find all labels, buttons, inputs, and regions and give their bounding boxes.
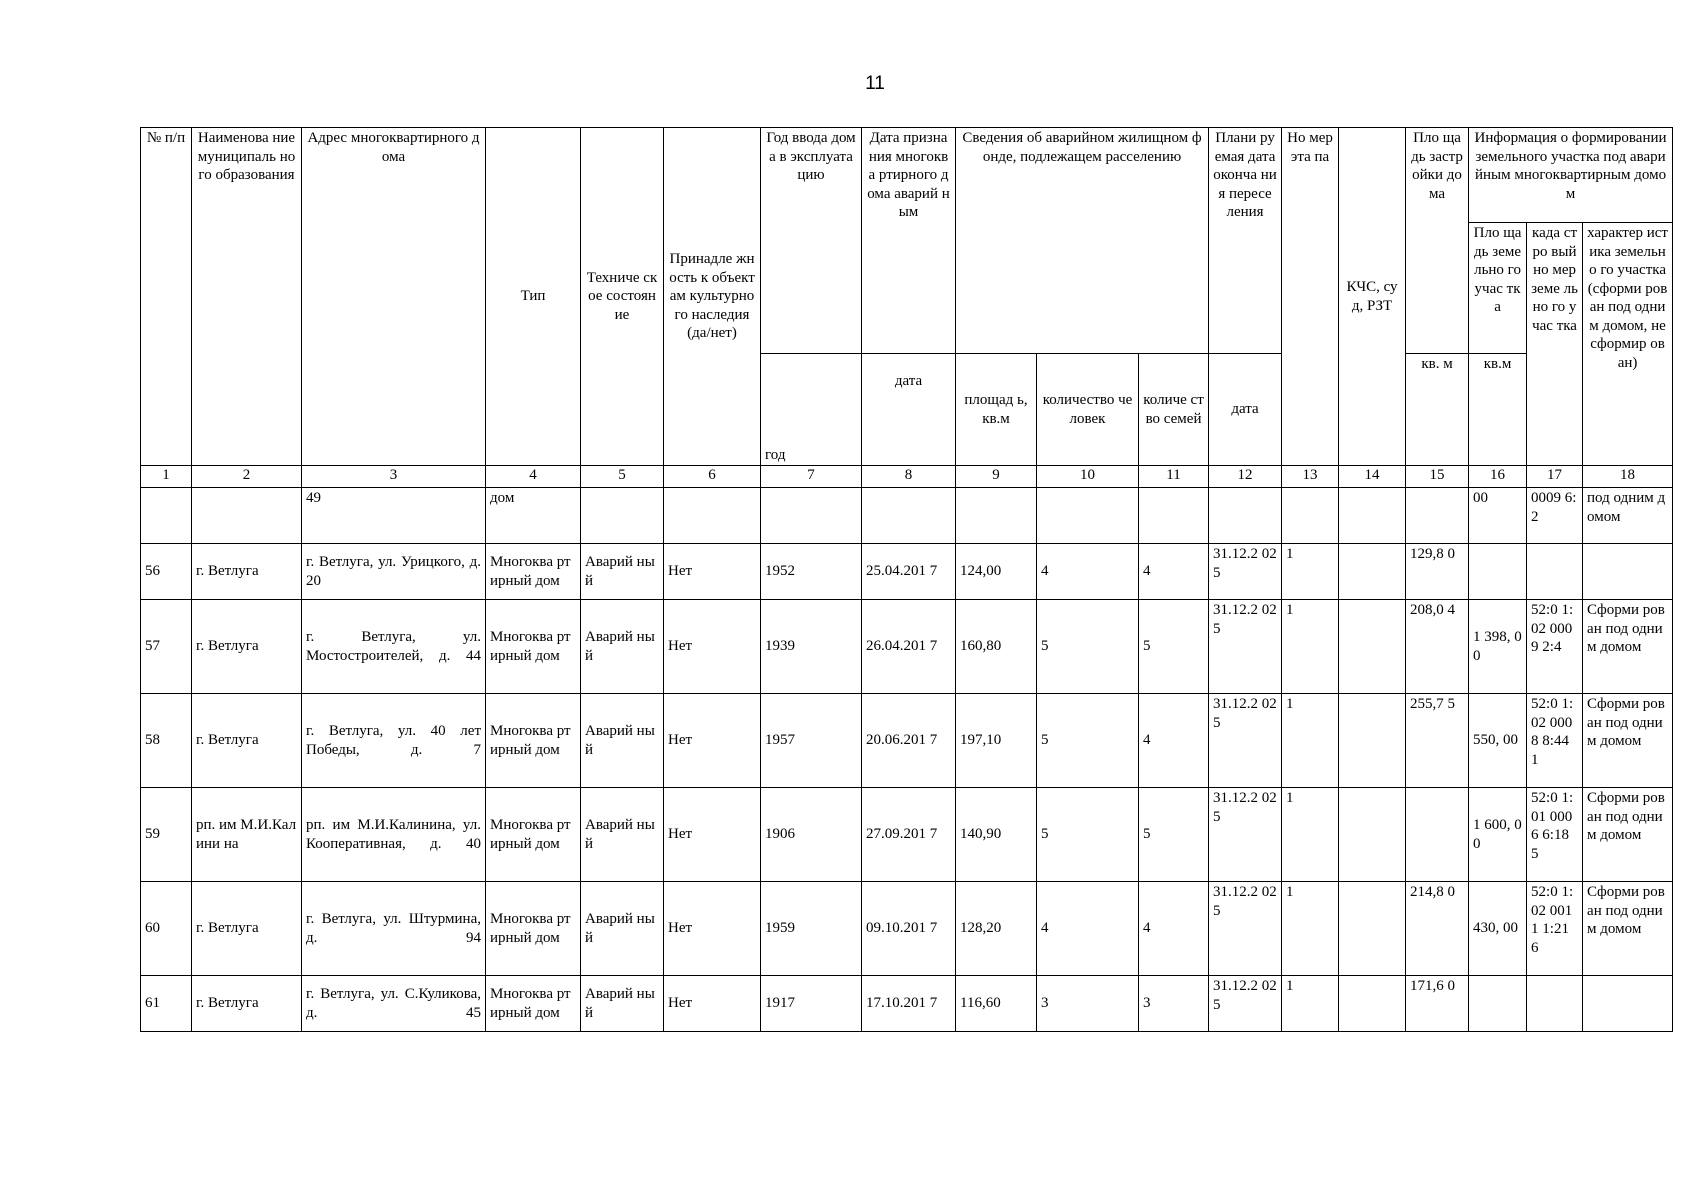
header-col15: Пло щадь застр ойки дома bbox=[1406, 128, 1469, 354]
header-col12-sub: дата bbox=[1209, 354, 1282, 466]
cell-number: 61 bbox=[141, 976, 192, 1032]
cell-planned-date: 31.12.2 025 bbox=[1209, 694, 1282, 788]
cell-type: Многоква ртирный дом bbox=[486, 882, 581, 976]
cell-land-area bbox=[1469, 976, 1527, 1032]
cell-land-area bbox=[1469, 544, 1527, 600]
cell-kchs bbox=[1339, 976, 1406, 1032]
cell-cadastral: 0009 6:2 bbox=[1527, 488, 1583, 544]
column-number: 1 bbox=[141, 466, 192, 488]
cell-year: 1959 bbox=[761, 882, 862, 976]
cell-characteristic: Сформи рован под одним домом bbox=[1583, 788, 1673, 882]
cell-families: 3 bbox=[1139, 976, 1209, 1032]
cell-condition: Аварий ный bbox=[581, 600, 664, 694]
column-number: 11 bbox=[1139, 466, 1209, 488]
cell-cadastral bbox=[1527, 544, 1583, 600]
cell-address: г. Ветлуга, ул. 40 лет Победы, д. 7 bbox=[302, 694, 486, 788]
cell-date-recognized: 17.10.201 7 bbox=[862, 976, 956, 1032]
cell-address: г. Ветлуга, ул. Урицкого, д. 20 bbox=[302, 544, 486, 600]
cell-number: 58 bbox=[141, 694, 192, 788]
cell-address: г. Ветлуга, ул. Штурмина, д. 94 bbox=[302, 882, 486, 976]
cell-persons: 5 bbox=[1037, 694, 1139, 788]
column-number-row bbox=[141, 466, 1673, 488]
cell-characteristic: Сформи рован под одним домом bbox=[1583, 694, 1673, 788]
cell-kchs bbox=[1339, 882, 1406, 976]
cell-families: 4 bbox=[1139, 694, 1209, 788]
header-col14: КЧС, суд, РЗТ bbox=[1339, 128, 1406, 466]
cell-cadastral: 52:0 1:02 0008 8:44 1 bbox=[1527, 694, 1583, 788]
cell-municipality: г. Ветлуга bbox=[192, 544, 302, 600]
cell-cadastral: 52:0 1:02 0009 2:4 bbox=[1527, 600, 1583, 694]
header-col17: када стро вый но мер земе льно го учас тка bbox=[1527, 223, 1583, 466]
cell-municipality: рп. им М.И.Калини на bbox=[192, 788, 302, 882]
cell-condition: Аварий ный bbox=[581, 694, 664, 788]
cell-characteristic bbox=[1583, 544, 1673, 600]
header-col10: количество человек bbox=[1037, 354, 1139, 466]
cell-persons: 3 bbox=[1037, 976, 1139, 1032]
cell-condition: Аварий ный bbox=[581, 544, 664, 600]
header-col3: Адрес многоквартирного дома bbox=[302, 128, 486, 466]
cell-date-recognized: 25.04.201 7 bbox=[862, 544, 956, 600]
cell-stage: 1 bbox=[1282, 882, 1339, 976]
cell-stage: 1 bbox=[1282, 788, 1339, 882]
cell-type: дом bbox=[486, 488, 581, 544]
cell-stage: 1 bbox=[1282, 694, 1339, 788]
cell-condition: Аварий ный bbox=[581, 882, 664, 976]
cell-municipality: г. Ветлуга bbox=[192, 600, 302, 694]
cell-address: рп. им М.И.Калинина, ул. Кооперативная, д. 40 bbox=[302, 788, 486, 882]
cell-date-recognized: 26.04.201 7 bbox=[862, 600, 956, 694]
cell-planned-date: 31.12.2 025 bbox=[1209, 882, 1282, 976]
cell-year: 1917 bbox=[761, 976, 862, 1032]
cell-area: 124,00 bbox=[956, 544, 1037, 600]
cell-heritage: Нет bbox=[664, 600, 761, 694]
cell-type: Многоква ртирный дом bbox=[486, 788, 581, 882]
header-col8-sub: дата bbox=[862, 354, 956, 466]
cell-address: г. Ветлуга, ул. С.Куликова, д. 45 bbox=[302, 976, 486, 1032]
header-group-16-18: Информация о формировании земельного участка под аварийным многоквартирным домом bbox=[1469, 128, 1673, 223]
column-number: 17 bbox=[1527, 466, 1583, 488]
cell-year: 1957 bbox=[761, 694, 862, 788]
table-row bbox=[141, 788, 1673, 882]
cell-cadastral bbox=[1527, 976, 1583, 1032]
cell-number: 56 bbox=[141, 544, 192, 600]
cell-year: 1906 bbox=[761, 788, 862, 882]
cell-building-area: 214,8 0 bbox=[1406, 882, 1469, 976]
cell-area: 128,20 bbox=[956, 882, 1037, 976]
page-number: 11 bbox=[865, 73, 885, 94]
header-group-9-11: Сведения об аварийном жилищном фонде, подлежащем расселению bbox=[956, 128, 1209, 354]
cell-families: 5 bbox=[1139, 788, 1209, 882]
cell-persons: 5 bbox=[1037, 600, 1139, 694]
cell-kchs bbox=[1339, 600, 1406, 694]
cell-planned-date: 31.12.2 025 bbox=[1209, 976, 1282, 1032]
cell-characteristic bbox=[1583, 976, 1673, 1032]
cell-number: 59 bbox=[141, 788, 192, 882]
header-col7-sub: год bbox=[761, 354, 862, 466]
cell-land-area: 550, 00 bbox=[1469, 694, 1527, 788]
cell-land-area: 1 600, 00 bbox=[1469, 788, 1527, 882]
header-col11: количе ство семей bbox=[1139, 354, 1209, 466]
column-number: 4 bbox=[486, 466, 581, 488]
header-col16: Пло щадь земе льно го учас тка bbox=[1469, 223, 1527, 354]
header-col2: Наименова ние муниципаль ного образования bbox=[192, 128, 302, 466]
cell-persons: 4 bbox=[1037, 882, 1139, 976]
column-number: 2 bbox=[192, 466, 302, 488]
cell-heritage: Нет bbox=[664, 976, 761, 1032]
header-col8: Дата призна ния многоква ртирного дома аварий ным bbox=[862, 128, 956, 354]
column-number: 18 bbox=[1583, 466, 1673, 488]
cell-stage: 1 bbox=[1282, 600, 1339, 694]
cell-heritage: Нет bbox=[664, 788, 761, 882]
cell-persons: 4 bbox=[1037, 544, 1139, 600]
column-number: 13 bbox=[1282, 466, 1339, 488]
cell-families: 4 bbox=[1139, 544, 1209, 600]
header-col16-sub: кв.м bbox=[1469, 354, 1527, 466]
cell-land-area: 430, 00 bbox=[1469, 882, 1527, 976]
cell-building-area: 208,0 4 bbox=[1406, 600, 1469, 694]
continuation-row bbox=[141, 488, 1673, 544]
cell-heritage: Нет bbox=[664, 694, 761, 788]
header-col7: Год ввода дома в эксплуата цию bbox=[761, 128, 862, 354]
table-row bbox=[141, 882, 1673, 976]
cell-type: Многоква ртирный дом bbox=[486, 544, 581, 600]
cell-building-area bbox=[1406, 788, 1469, 882]
table-row bbox=[141, 600, 1673, 694]
header-col5: Техниче ское состоян ие bbox=[581, 128, 664, 466]
header-col9: площад ь, кв.м bbox=[956, 354, 1037, 466]
cell-address: г. Ветлуга, ул. Мостостроителей, д. 44 bbox=[302, 600, 486, 694]
column-number: 7 bbox=[761, 466, 862, 488]
cell-stage: 1 bbox=[1282, 976, 1339, 1032]
cell-date-recognized: 09.10.201 7 bbox=[862, 882, 956, 976]
cell-type: Многоква ртирный дом bbox=[486, 694, 581, 788]
column-number: 16 bbox=[1469, 466, 1527, 488]
column-number: 6 bbox=[664, 466, 761, 488]
header-col4: Тип bbox=[486, 128, 581, 466]
header-col18: характер истика земельно го участка (сформи рован под одним домом, не сформир ован) bbox=[1583, 223, 1673, 466]
cell-families: 5 bbox=[1139, 600, 1209, 694]
cell-kchs bbox=[1339, 694, 1406, 788]
column-number: 10 bbox=[1037, 466, 1139, 488]
cell-type: Многоква ртирный дом bbox=[486, 976, 581, 1032]
cell-building-area: 255,7 5 bbox=[1406, 694, 1469, 788]
cell-land-area: 00 bbox=[1469, 488, 1527, 544]
cell-stage: 1 bbox=[1282, 544, 1339, 600]
cell-address: 49 bbox=[302, 488, 486, 544]
cell-characteristic: под одним домом bbox=[1583, 488, 1673, 544]
cell-families: 4 bbox=[1139, 882, 1209, 976]
cell-type: Многоква ртирный дом bbox=[486, 600, 581, 694]
cell-planned-date: 31.12.2 025 bbox=[1209, 788, 1282, 882]
cell-condition: Аварий ный bbox=[581, 976, 664, 1032]
cell-heritage: Нет bbox=[664, 544, 761, 600]
cell-area: 197,10 bbox=[956, 694, 1037, 788]
cell-municipality: г. Ветлуга bbox=[192, 976, 302, 1032]
header-col12: Плани руемая дата оконча ния пересе ления bbox=[1209, 128, 1282, 354]
cell-area: 160,80 bbox=[956, 600, 1037, 694]
cell-number: 57 bbox=[141, 600, 192, 694]
header-col13: Но мер эта па bbox=[1282, 128, 1339, 466]
cell-municipality: г. Ветлуга bbox=[192, 694, 302, 788]
cell-characteristic: Сформи рован под одним домом bbox=[1583, 600, 1673, 694]
cell-date-recognized: 27.09.201 7 bbox=[862, 788, 956, 882]
cell-building-area: 129,8 0 bbox=[1406, 544, 1469, 600]
cell-building-area: 171,6 0 bbox=[1406, 976, 1469, 1032]
column-number: 8 bbox=[862, 466, 956, 488]
header-col6: Принадле жность к объектам культурно го наследия (да/нет) bbox=[664, 128, 761, 466]
column-number: 3 bbox=[302, 466, 486, 488]
cell-year: 1939 bbox=[761, 600, 862, 694]
table-row bbox=[141, 976, 1673, 1032]
cell-date-recognized: 20.06.201 7 bbox=[862, 694, 956, 788]
cell-planned-date: 31.12.2 025 bbox=[1209, 544, 1282, 600]
cell-persons: 5 bbox=[1037, 788, 1139, 882]
cell-kchs bbox=[1339, 544, 1406, 600]
cell-planned-date: 31.12.2 025 bbox=[1209, 600, 1282, 694]
column-number: 5 bbox=[581, 466, 664, 488]
header-col1: № п/п bbox=[141, 128, 192, 466]
cell-area: 116,60 bbox=[956, 976, 1037, 1032]
cell-year: 1952 bbox=[761, 544, 862, 600]
cell-condition: Аварий ный bbox=[581, 788, 664, 882]
housing-registry-table bbox=[140, 127, 1673, 1032]
cell-municipality: г. Ветлуга bbox=[192, 882, 302, 976]
column-number: 12 bbox=[1209, 466, 1282, 488]
cell-cadastral: 52:0 1:02 0011 1:21 6 bbox=[1527, 882, 1583, 976]
cell-kchs bbox=[1339, 788, 1406, 882]
cell-characteristic: Сформи рован под одним домом bbox=[1583, 882, 1673, 976]
table-row bbox=[141, 694, 1673, 788]
cell-cadastral: 52:0 1:01 0006 6:18 5 bbox=[1527, 788, 1583, 882]
cell-number: 60 bbox=[141, 882, 192, 976]
cell-heritage: Нет bbox=[664, 882, 761, 976]
data-rows bbox=[141, 544, 1673, 1032]
header-col15-sub: кв. м bbox=[1406, 354, 1469, 466]
column-number: 14 bbox=[1339, 466, 1406, 488]
cell-area: 140,90 bbox=[956, 788, 1037, 882]
table-row bbox=[141, 544, 1673, 600]
column-number: 9 bbox=[956, 466, 1037, 488]
column-number: 15 bbox=[1406, 466, 1469, 488]
cell-land-area: 1 398, 00 bbox=[1469, 600, 1527, 694]
